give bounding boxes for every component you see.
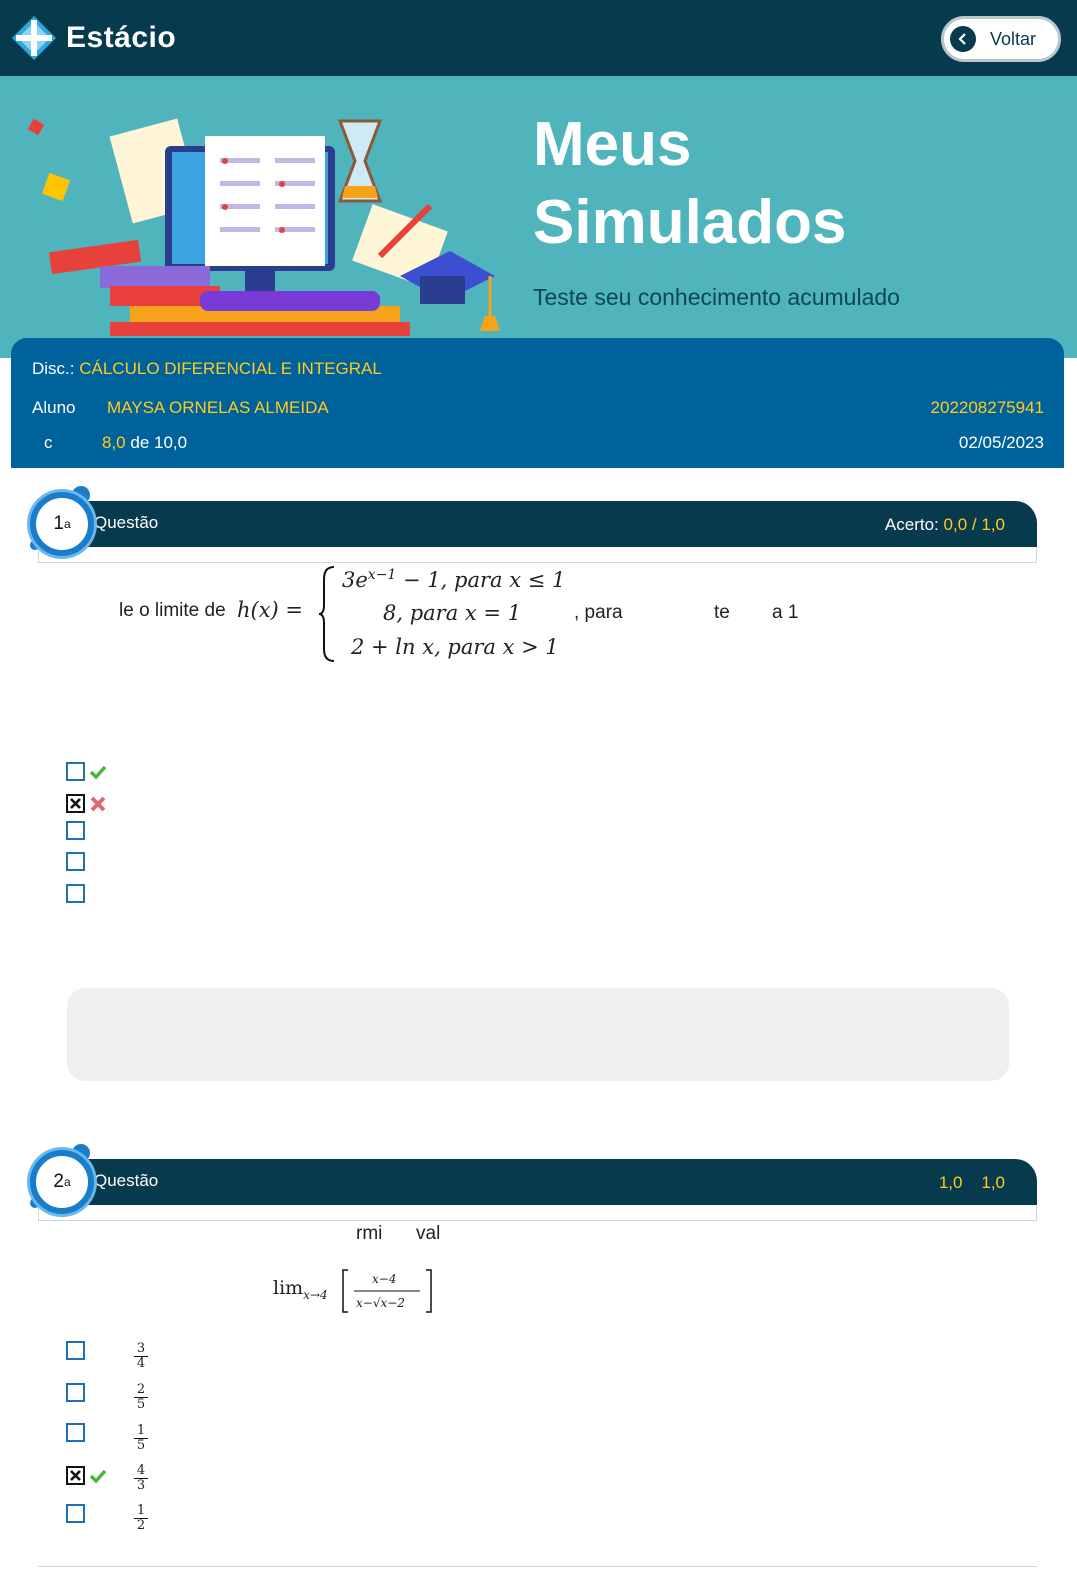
question-1-text-prefix: le o limite de (119, 600, 226, 621)
score-label: c (44, 433, 53, 452)
question-2-option-1-value (134, 1342, 148, 1371)
question-2-score (939, 1173, 1005, 1193)
question-2-limit (273, 1277, 328, 1302)
question-2-underline (38, 1205, 1037, 1221)
question-2-option-2[interactable] (66, 1383, 85, 1402)
limit-denominator: x−√x−2 (356, 1296, 405, 1310)
page-title-line2: Simulados (533, 188, 847, 257)
question-1-header (38, 501, 1037, 547)
question-1-text-mid: , para (574, 602, 623, 623)
question-2-label: Questão (94, 1171, 159, 1190)
hero-banner (0, 76, 1077, 358)
question-1-option-1[interactable] (66, 762, 107, 781)
study-illustration-icon (20, 106, 510, 356)
question-1-score (885, 515, 1005, 535)
checkbox[interactable] (66, 852, 85, 871)
checkbox[interactable] (66, 821, 85, 840)
fraction-denominator: 2 (136, 1518, 146, 1533)
fraction-numerator: 1 (134, 1504, 148, 1519)
question-1-option-5[interactable] (66, 884, 85, 903)
checkbox[interactable] (66, 1504, 85, 1523)
checkbox[interactable] (66, 1383, 85, 1402)
fraction-numerator: 1 (134, 1424, 148, 1439)
top-bar (0, 0, 1077, 76)
checkbox[interactable] (66, 1423, 85, 1442)
fraction-denominator: 3 (136, 1478, 146, 1493)
question-2-option-1[interactable] (66, 1341, 85, 1360)
page-title-line1: Meus (533, 110, 692, 179)
back-button-label: Voltar (990, 28, 1037, 49)
back-button[interactable] (941, 16, 1061, 62)
checkbox-checked[interactable] (66, 1466, 85, 1485)
fraction-denominator: 5 (136, 1397, 146, 1412)
question-2-ordinal: a (63, 1175, 71, 1189)
question-1-case-2: 8, para x = 1 (383, 601, 522, 625)
discipline-label: Disc.: (32, 359, 75, 378)
checkbox[interactable] (66, 884, 85, 903)
divider (38, 1566, 1037, 1567)
student-name: MAYSA ORNELAS ALMEIDA (107, 398, 329, 417)
x-mark-icon (69, 1469, 82, 1482)
question-1-case-3: 2 + ln x, para x > 1 (351, 635, 559, 659)
page-subtitle: Teste seu conhecimento acumulado (533, 284, 900, 310)
brand-name: Estácio (66, 21, 177, 54)
checkbox[interactable] (66, 762, 85, 781)
question-1-number-badge (30, 492, 94, 556)
question-1-text-te: te (714, 602, 730, 623)
fraction-numerator: 2 (134, 1383, 148, 1398)
limit-numerator: x−4 (372, 1272, 397, 1286)
checkbox[interactable] (66, 1341, 85, 1360)
fraction-numerator: 4 (134, 1464, 148, 1479)
student-id: 202208275941 (930, 398, 1044, 417)
question-1-number: 1 (53, 513, 64, 534)
question-2-text-b: val (416, 1223, 441, 1244)
limit-operator: lim (273, 1277, 304, 1299)
question-2-option-3-value (134, 1424, 148, 1453)
exam-info-card (11, 338, 1064, 468)
question-1-explanation-box (67, 988, 1009, 1081)
question-1-text-end: a 1 (772, 602, 799, 623)
question-2-text-a: rmi (356, 1223, 383, 1244)
question-1-option-3[interactable] (66, 821, 85, 840)
page-title (533, 106, 1013, 262)
question-2-score-max: 1,0 (981, 1173, 1005, 1192)
question-1-score-value: 0,0 (943, 515, 968, 534)
question-2-option-5[interactable] (66, 1504, 85, 1523)
question-2-score-value: 1,0 (938, 1173, 963, 1192)
question-2-header (38, 1159, 1037, 1205)
score-value: 8,0 (102, 433, 126, 452)
score-total: de 10,0 (130, 433, 188, 452)
question-1-label: Questão (94, 513, 159, 532)
question-1-function: h(x) = (237, 598, 304, 622)
checkbox-checked[interactable] (66, 794, 85, 813)
exam-date: 02/05/2023 (958, 433, 1044, 452)
fraction-denominator: 4 (136, 1356, 146, 1371)
question-1-option-2[interactable] (66, 794, 107, 813)
question-2-option-3[interactable] (66, 1423, 85, 1442)
question-1-underline (38, 547, 1037, 563)
question-2-number: 2 (53, 1171, 64, 1192)
fraction-denominator: 5 (136, 1438, 146, 1453)
question-2-option-4-value (134, 1464, 148, 1493)
question-1-case-1-exponent: x−1 (367, 567, 397, 583)
question-1-case-1-rest: − 1, para x ≤ 1 (396, 568, 566, 592)
estacio-logo-icon (10, 14, 58, 62)
wrong-icon (89, 795, 107, 813)
question-1-case-1 (342, 567, 565, 592)
check-icon (89, 763, 107, 781)
question-1-score-prefix: Acerto: (884, 515, 939, 534)
brand-logo[interactable] (10, 14, 176, 62)
check-icon (89, 1467, 107, 1485)
question-2-option-4[interactable] (66, 1466, 107, 1485)
question-1-ordinal: a (63, 517, 71, 531)
question-1-case-1-base: 3e (342, 568, 368, 592)
x-mark-icon (69, 797, 82, 810)
question-2-number-badge (30, 1150, 94, 1214)
question-1-score-max: 1,0 (981, 515, 1005, 534)
question-1-score-sep: / (971, 515, 977, 534)
student-label: Aluno (32, 398, 76, 417)
discipline-value: CÁLCULO DIFERENCIAL E INTEGRAL (79, 359, 382, 378)
question-2-option-2-value (134, 1383, 148, 1412)
fraction-numerator: 3 (134, 1342, 148, 1357)
question-2-option-5-value (134, 1504, 148, 1533)
chevron-left-icon (950, 26, 976, 52)
question-1-option-4[interactable] (66, 852, 85, 871)
limit-subscript: x→4 (303, 1287, 328, 1302)
left-brace-icon (318, 565, 338, 663)
